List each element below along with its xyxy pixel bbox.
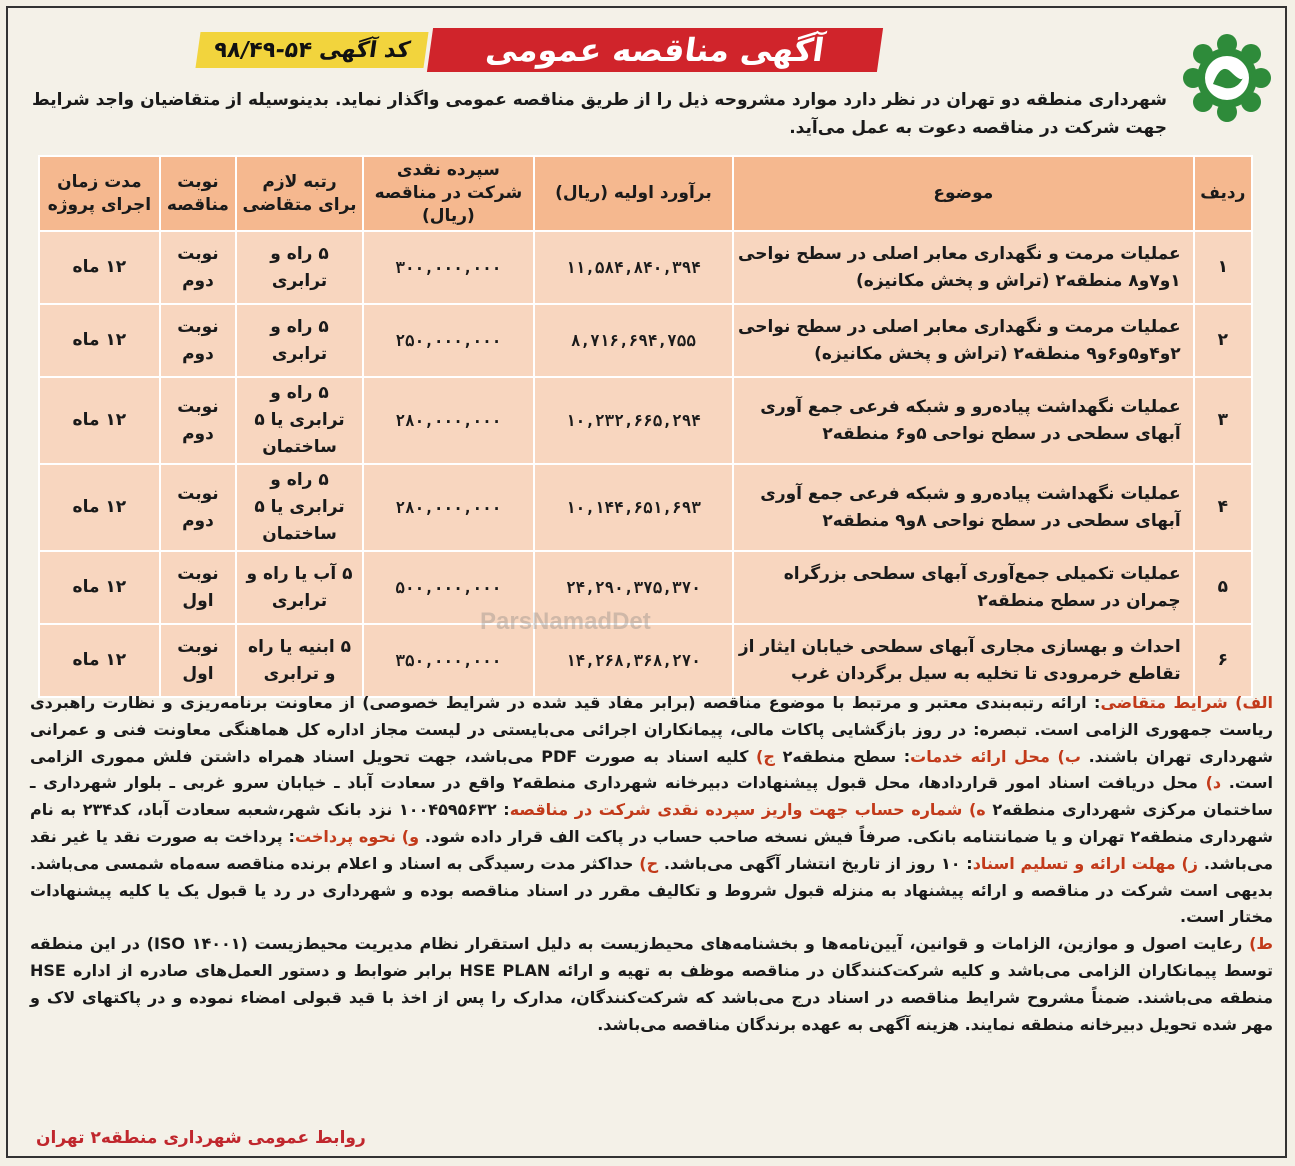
condition-b-label: ب) محل ارائه خدمات [910, 746, 1081, 766]
table-row [39, 304, 1252, 377]
condition-c-text: کلیه اسناد به صورت PDF می‌باشد، جهت تحویل اسناد همراه داشتن فلش مموری الزامی است. [30, 746, 1273, 793]
row-subject: عملیات مرمت و نگهداری معابر اصلی در سطح نواحی ۱و۷و۸ منطقه۲ (تراش و پخش مکانیزه) [733, 231, 1194, 304]
condition-t-text: رعایت اصول و موازین، الزامات و قوانین، آیین‌نامه‌ها و بخشنامه‌های محیط‌زیست به دلیل استقرار نظام مدیریت محیط‌زیست (ISO ۱۴۰۰۱) در این منطقه توسط پیمانکاران الزامی می‌باشد و کلیه شرکت‌کنندگان در مناقصه موظف به تهیه و ارائه HSE PLAN برابر ضوابط و دستور العمل‌های صادره از اداره HSE منطقه می‌باشند. ضمناً مشروح شرایط مناقصه در اسناد درج می‌باشد که شرکت‌کنندگان، مدارک را پس از اخذ با قید قبولی امضاء نموده و در پاکتهای لاک و مهر شده تحویل دبیرخانه منطقه نمایند. هزینه آگهی به عهده برندگان مناقصه می‌باشد. [30, 934, 1273, 1034]
condition-h-label: ح) [639, 853, 659, 873]
condition-f-text: : پرداخت به صورت نقد یا غیر نقد می‌باشد. [30, 826, 1274, 873]
header-initial-estimate: برآورد اولیه (ریال) [534, 156, 733, 231]
row-round: نوبت دوم [160, 464, 236, 551]
row-estimate: ۱۰,۲۳۲,۶۶۵,۲۹۴ [534, 377, 733, 464]
row-round: نوبت اول [160, 551, 236, 624]
row-subject: عملیات نگهداشت پیاده‌رو و شبکه فرعی جمع آوری آبهای سطحی در سطح نواحی ۸و۹ منطقه۲ [733, 464, 1194, 551]
condition-e-bold: صرفاً فیش نسخه صاحب حساب در پاکت الف قرار داده شود. [424, 826, 902, 846]
row-rank: ۵ آب یا راه و ترابری [236, 551, 363, 624]
tehran-municipality-logo-icon [1181, 32, 1273, 124]
row-subject: عملیات تکمیلی جمع‌آوری آبهای سطحی بزرگراه چمران در سطح منطقه۲ [733, 551, 1194, 624]
intro-text: در نظر دارد موارد مشروحه ذیل را از طریق مناقصه عمومی واگذار نماید. بدینوسیله از متقاضیان واجد شرایط جهت شرکت در مناقصه دعوت به عمل می‌آید. [32, 90, 1167, 138]
row-rank: ۵ راه و ترابری [236, 231, 363, 304]
row-estimate: ۱۴,۲۶۸,۳۶۸,۲۷۰ [534, 624, 733, 697]
row-round: نوبت دوم [160, 377, 236, 464]
row-estimate: ۲۴,۲۹۰,۳۷۵,۳۷۰ [534, 551, 733, 624]
row-round: نوبت اول [160, 624, 236, 697]
note-text: : در روز بازگشایی پاکات مالی، پیمانکاران اجرائی می‌بایستی در لیست مجاز اداره کل هماهنگی معاونت فنی و عمرانی شهرداری تهران باشند. [30, 719, 1273, 766]
condition-e-label: ه) شماره حساب جهت واریز سپرده نقدی شرکت در مناقصه [509, 800, 986, 820]
row-deposit: ۲۸۰,۰۰۰,۰۰۰ [363, 464, 534, 551]
table-row [39, 377, 1252, 464]
row-duration: ۱۲ ماه [39, 551, 160, 624]
tender-table [38, 155, 1253, 698]
condition-e-text: : ۱۰۰۴۵۹۵۶۳۲ نزد بانک شهر،شعبه سعادت آباد، کد۲۳۴ به نام شهرداری منطقه۲ تهران و یا ضمانتنامه بانکی. [30, 800, 1273, 846]
condition-f-label: و) نحوه پرداخت [294, 826, 420, 846]
header-tender-round: نوبت مناقصه [160, 156, 236, 231]
row-subject: عملیات نگهداشت پیاده‌رو و شبکه فرعی جمع آوری آبهای سطحی در سطح نواحی ۵و۶ منطقه۲ [733, 377, 1194, 464]
row-estimate: ۸,۷۱۶,۶۹۴,۷۵۵ [534, 304, 733, 377]
row-duration: ۱۲ ماه [39, 377, 160, 464]
row-deposit: ۵۰۰,۰۰۰,۰۰۰ [363, 551, 534, 624]
row-deposit: ۲۵۰,۰۰۰,۰۰۰ [363, 304, 534, 377]
table-row [39, 624, 1252, 697]
row-duration: ۱۲ ماه [39, 231, 160, 304]
row-deposit: ۳۰۰,۰۰۰,۰۰۰ [363, 231, 534, 304]
row-deposit: ۲۸۰,۰۰۰,۰۰۰ [363, 377, 534, 464]
header-deposit: سپرده نقدی شرکت در مناقصه (ریال) [363, 156, 534, 231]
row-number: ۳ [1194, 377, 1252, 464]
watermark: ParsNamadDet [480, 608, 651, 635]
header-required-rank: رتبه لازم برای متقاضی [236, 156, 363, 231]
condition-a-label: الف) شرایط متقاضی [1100, 693, 1274, 712]
ad-code-label: کد آگهی [317, 37, 412, 63]
conditions-section [30, 690, 1273, 1038]
condition-t-label: ط) [1249, 934, 1273, 954]
condition-g-label: ز) مهلت ارائه و تسلیم اسناد [972, 853, 1199, 873]
row-round: نوبت دوم [160, 231, 236, 304]
row-estimate: ۱۱,۵۸۴,۸۴۰,۳۹۴ [534, 231, 733, 304]
note-label: تبصره [979, 719, 1028, 739]
row-subject: احداث و بهسازی مجاری آبهای سطحی خیابان ایثار از تقاطع خرمرودی تا تخلیه به سیل برگردان غرب [733, 624, 1194, 697]
row-rank: ۵ راه و ترابری یا ۵ ساختمان [236, 464, 363, 551]
condition-g-text: : ۱۰ روز از تاریخ انتشار آگهی می‌باشد. [658, 853, 973, 873]
row-number: ۱ [1194, 231, 1252, 304]
condition-b-text: : سطح منطقه۲ [774, 746, 911, 766]
organization-name: شهرداری منطقه دو تهران [946, 90, 1167, 110]
row-duration: ۱۲ ماه [39, 304, 160, 377]
table-header-row [39, 156, 1252, 231]
row-duration: ۱۲ ماه [39, 624, 160, 697]
row-number: ۶ [1194, 624, 1252, 697]
condition-a-text: : ارائه رتبه‌بندی معتبر و مرتبط با موضوع مناقصه (برابر مفاد قید شده در شرایط خصوصی) از معاونت برنامه‌ریزی و نظارت راهبردی ریاست جمهوری الزامی است. [30, 693, 1273, 739]
notice-title: آگهی مناقصه عمومی [427, 28, 883, 72]
condition-h-text: حداکثر مدت رسیدگی به اسناد و اعلام برنده مناقصه سه‌ماه شمسی می‌باشد. بدیهی است شرکت در مناقصه و ارائه پیشنهاد به منزله قبول شروط و تکالیف مقرر در اسناد مناقصه بوده و شهرداری در رد یا قبول یک یا کلیه پیشنهادات مختار است. [30, 853, 1273, 927]
row-number: ۴ [1194, 464, 1252, 551]
condition-c-label: ج) [756, 746, 775, 766]
row-number: ۵ [1194, 551, 1252, 624]
row-duration: ۱۲ ماه [39, 464, 160, 551]
intro-paragraph [32, 86, 1167, 142]
header-subject: موضوع [733, 156, 1194, 231]
condition-d-label: د) [1205, 773, 1222, 793]
condition-d-text: محل دریافت اسناد امور قراردادها، محل قبول پیشنهادات دبیرخانه شهرداری منطقه۲ واقع در سعادت آباد ـ خیابان سرو غربی ـ بلوار شهرداری ـ ساختمان مرکزی شهرداری منطقه۲ [30, 773, 1274, 820]
row-round: نوبت دوم [160, 304, 236, 377]
row-deposit: ۳۵۰,۰۰۰,۰۰۰ [363, 624, 534, 697]
header-duration: مدت زمان اجرای پروژه [39, 156, 160, 231]
header-row-number: ردیف [1194, 156, 1252, 231]
row-rank: ۵ راه و ترابری یا ۵ ساختمان [236, 377, 363, 464]
ad-code-badge [195, 32, 428, 68]
ad-code-value: ۹۸/۴۹-۵۴ [212, 37, 314, 63]
public-relations-signature: روابط عمومی شهرداری منطقه۲ تهران [36, 1128, 366, 1148]
row-number: ۲ [1194, 304, 1252, 377]
row-subject: عملیات مرمت و نگهداری معابر اصلی در سطح نواحی ۲و۴و۵و۶و۹ منطقه۲ (تراش و پخش مکانیزه) [733, 304, 1194, 377]
row-rank: ۵ راه و ترابری [236, 304, 363, 377]
table-row [39, 231, 1252, 304]
row-rank: ۵ ابنیه یا راه و ترابری [236, 624, 363, 697]
row-estimate: ۱۰,۱۴۴,۶۵۱,۶۹۳ [534, 464, 733, 551]
table-row [39, 464, 1252, 551]
table-row [39, 551, 1252, 624]
